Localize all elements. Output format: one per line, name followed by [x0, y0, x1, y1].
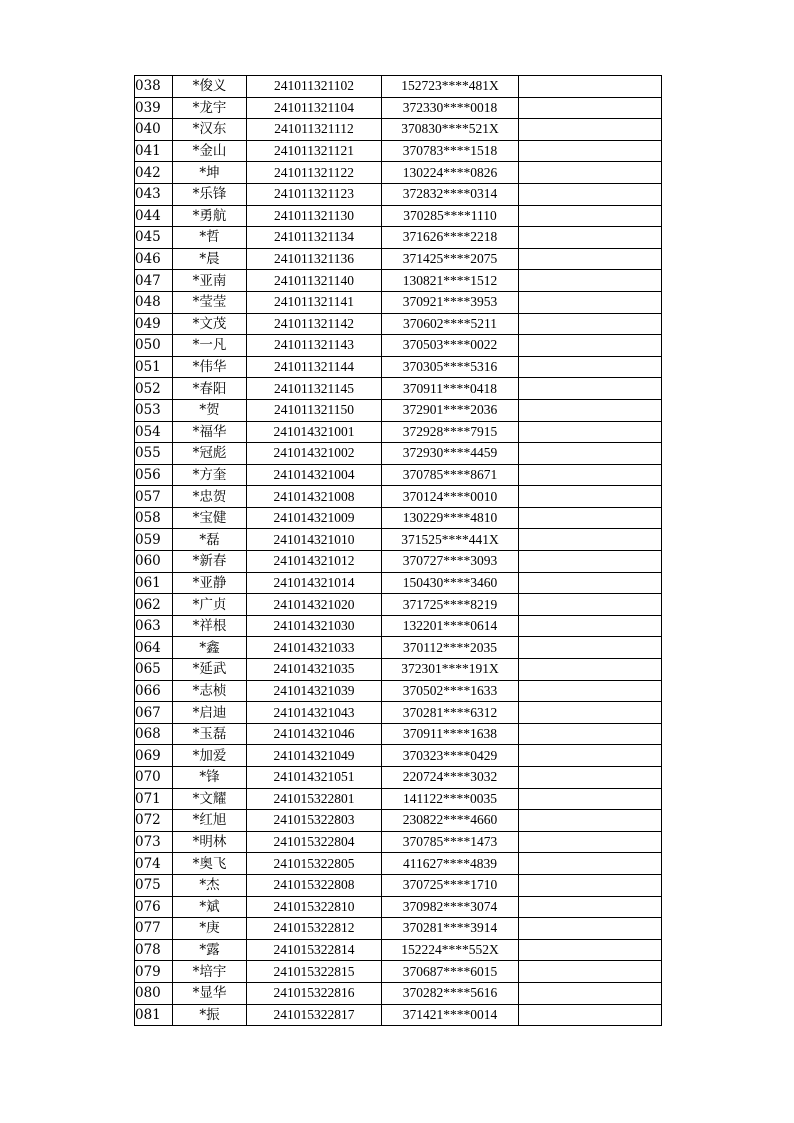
- note-cell: [519, 551, 662, 573]
- student-id-cell: 241011321123: [247, 183, 382, 205]
- table-row: [135, 637, 662, 659]
- table-row: [135, 767, 662, 789]
- name-cell: *俊义: [173, 76, 247, 98]
- table-row: [135, 1004, 662, 1026]
- student-id-cell: 241014321039: [247, 680, 382, 702]
- table-row: [135, 378, 662, 400]
- row-number-cell: 064: [135, 637, 173, 659]
- row-number-cell: 050: [135, 335, 173, 357]
- note-cell: [519, 443, 662, 465]
- student-id-cell: 241014321010: [247, 529, 382, 551]
- table-row: [135, 248, 662, 270]
- row-number-cell: 053: [135, 399, 173, 421]
- name-cell: *杰: [173, 874, 247, 896]
- table-row: [135, 443, 662, 465]
- id-number-cell: 372928****7915: [382, 421, 519, 443]
- id-number-cell: 370282****5616: [382, 982, 519, 1004]
- table-row: [135, 939, 662, 961]
- name-cell: *鑫: [173, 637, 247, 659]
- id-number-cell: 372330****0018: [382, 97, 519, 119]
- id-number-cell: 372930****4459: [382, 443, 519, 465]
- row-number-cell: 079: [135, 961, 173, 983]
- table-row: [135, 702, 662, 724]
- note-cell: [519, 335, 662, 357]
- name-cell: *冠彪: [173, 443, 247, 465]
- id-number-cell: 370982****3074: [382, 896, 519, 918]
- student-id-cell: 241015322816: [247, 982, 382, 1004]
- student-id-cell: 241014321020: [247, 594, 382, 616]
- name-cell: *明林: [173, 831, 247, 853]
- note-cell: [519, 421, 662, 443]
- name-cell: *亚南: [173, 270, 247, 292]
- student-id-cell: 241015322814: [247, 939, 382, 961]
- id-number-cell: 372301****191X: [382, 659, 519, 681]
- id-number-cell: 370785****8671: [382, 464, 519, 486]
- row-number-cell: 054: [135, 421, 173, 443]
- table-row: [135, 486, 662, 508]
- name-cell: *宝健: [173, 507, 247, 529]
- name-cell: *福华: [173, 421, 247, 443]
- note-cell: [519, 76, 662, 98]
- id-number-cell: 370783****1518: [382, 140, 519, 162]
- id-number-cell: 370503****0022: [382, 335, 519, 357]
- student-id-cell: 241015322801: [247, 788, 382, 810]
- student-id-cell: 241011321145: [247, 378, 382, 400]
- row-number-cell: 048: [135, 291, 173, 313]
- student-id-cell: 241011321140: [247, 270, 382, 292]
- name-cell: *伟华: [173, 356, 247, 378]
- note-cell: [519, 378, 662, 400]
- id-number-cell: 370502****1633: [382, 680, 519, 702]
- name-cell: *奥飞: [173, 853, 247, 875]
- name-cell: *振: [173, 1004, 247, 1026]
- note-cell: [519, 356, 662, 378]
- name-cell: *莹莹: [173, 291, 247, 313]
- note-cell: [519, 810, 662, 832]
- row-number-cell: 044: [135, 205, 173, 227]
- table-row: [135, 270, 662, 292]
- row-number-cell: 056: [135, 464, 173, 486]
- note-cell: [519, 702, 662, 724]
- note-cell: [519, 162, 662, 184]
- id-number-cell: 370281****3914: [382, 918, 519, 940]
- name-cell: *露: [173, 939, 247, 961]
- row-number-cell: 078: [135, 939, 173, 961]
- student-id-cell: 241014321030: [247, 615, 382, 637]
- note-cell: [519, 637, 662, 659]
- note-cell: [519, 1004, 662, 1026]
- row-number-cell: 038: [135, 76, 173, 98]
- row-number-cell: 058: [135, 507, 173, 529]
- name-cell: *显华: [173, 982, 247, 1004]
- row-number-cell: 074: [135, 853, 173, 875]
- table-row: [135, 421, 662, 443]
- student-id-cell: 241014321008: [247, 486, 382, 508]
- table-row: [135, 140, 662, 162]
- row-number-cell: 049: [135, 313, 173, 335]
- name-cell: *汉东: [173, 119, 247, 141]
- note-cell: [519, 248, 662, 270]
- student-id-cell: 241014321002: [247, 443, 382, 465]
- student-id-cell: 241011321136: [247, 248, 382, 270]
- table-row: [135, 788, 662, 810]
- id-number-cell: 370911****1638: [382, 723, 519, 745]
- id-number-cell: 150430****3460: [382, 572, 519, 594]
- note-cell: [519, 680, 662, 702]
- id-number-cell: 370921****3953: [382, 291, 519, 313]
- student-id-cell: 241015322810: [247, 896, 382, 918]
- table-row: [135, 874, 662, 896]
- id-number-cell: 152723****481X: [382, 76, 519, 98]
- row-number-cell: 077: [135, 918, 173, 940]
- table-row: [135, 464, 662, 486]
- row-number-cell: 060: [135, 551, 173, 573]
- table-row: [135, 313, 662, 335]
- note-cell: [519, 918, 662, 940]
- row-number-cell: 067: [135, 702, 173, 724]
- note-cell: [519, 529, 662, 551]
- table-row: [135, 507, 662, 529]
- student-id-cell: 241011321142: [247, 313, 382, 335]
- note-cell: [519, 399, 662, 421]
- id-number-cell: 370725****1710: [382, 874, 519, 896]
- id-number-cell: 132201****0614: [382, 615, 519, 637]
- name-cell: *坤: [173, 162, 247, 184]
- name-cell: *延武: [173, 659, 247, 681]
- note-cell: [519, 313, 662, 335]
- id-number-cell: 370911****0418: [382, 378, 519, 400]
- table-row: [135, 119, 662, 141]
- id-number-cell: 220724****3032: [382, 767, 519, 789]
- student-id-cell: 241011321102: [247, 76, 382, 98]
- note-cell: [519, 594, 662, 616]
- note-cell: [519, 140, 662, 162]
- student-id-cell: 241014321014: [247, 572, 382, 594]
- student-id-cell: 241011321134: [247, 227, 382, 249]
- note-cell: [519, 183, 662, 205]
- table-row: [135, 335, 662, 357]
- name-cell: *红旭: [173, 810, 247, 832]
- student-id-cell: 241014321046: [247, 723, 382, 745]
- id-number-cell: 370727****3093: [382, 551, 519, 573]
- row-number-cell: 065: [135, 659, 173, 681]
- student-id-cell: 241015322812: [247, 918, 382, 940]
- id-number-cell: 411627****4839: [382, 853, 519, 875]
- id-number-cell: 152224****552X: [382, 939, 519, 961]
- id-number-cell: 130821****1512: [382, 270, 519, 292]
- id-number-cell: 371725****8219: [382, 594, 519, 616]
- note-cell: [519, 205, 662, 227]
- row-number-cell: 046: [135, 248, 173, 270]
- note-cell: [519, 507, 662, 529]
- id-number-cell: 372901****2036: [382, 399, 519, 421]
- note-cell: [519, 745, 662, 767]
- id-number-cell: 370124****0010: [382, 486, 519, 508]
- roster-table-body: [135, 76, 662, 1026]
- table-row: [135, 982, 662, 1004]
- table-row: [135, 551, 662, 573]
- id-number-cell: 370305****5316: [382, 356, 519, 378]
- row-number-cell: 041: [135, 140, 173, 162]
- student-id-cell: 241015322805: [247, 853, 382, 875]
- name-cell: *亚静: [173, 572, 247, 594]
- note-cell: [519, 97, 662, 119]
- table-row: [135, 572, 662, 594]
- name-cell: *启迪: [173, 702, 247, 724]
- id-number-cell: 130229****4810: [382, 507, 519, 529]
- table-row: [135, 723, 662, 745]
- row-number-cell: 068: [135, 723, 173, 745]
- row-number-cell: 047: [135, 270, 173, 292]
- row-number-cell: 059: [135, 529, 173, 551]
- table-row: [135, 76, 662, 98]
- student-id-cell: 241014321051: [247, 767, 382, 789]
- note-cell: [519, 486, 662, 508]
- note-cell: [519, 874, 662, 896]
- table-row: [135, 961, 662, 983]
- note-cell: [519, 896, 662, 918]
- table-row: [135, 918, 662, 940]
- note-cell: [519, 270, 662, 292]
- id-number-cell: 371626****2218: [382, 227, 519, 249]
- id-number-cell: 372832****0314: [382, 183, 519, 205]
- name-cell: *斌: [173, 896, 247, 918]
- row-number-cell: 073: [135, 831, 173, 853]
- student-id-cell: 241011321104: [247, 97, 382, 119]
- id-number-cell: 370281****6312: [382, 702, 519, 724]
- table-row: [135, 594, 662, 616]
- note-cell: [519, 227, 662, 249]
- id-number-cell: 371421****0014: [382, 1004, 519, 1026]
- row-number-cell: 052: [135, 378, 173, 400]
- id-number-cell: 370785****1473: [382, 831, 519, 853]
- table-row: [135, 291, 662, 313]
- row-number-cell: 045: [135, 227, 173, 249]
- table-row: [135, 183, 662, 205]
- id-number-cell: 371525****441X: [382, 529, 519, 551]
- table-row: [135, 399, 662, 421]
- student-id-cell: 241014321012: [247, 551, 382, 573]
- row-number-cell: 055: [135, 443, 173, 465]
- name-cell: *方奎: [173, 464, 247, 486]
- table-row: [135, 227, 662, 249]
- row-number-cell: 080: [135, 982, 173, 1004]
- table-row: [135, 205, 662, 227]
- note-cell: [519, 291, 662, 313]
- name-cell: *培宇: [173, 961, 247, 983]
- id-number-cell: 141122****0035: [382, 788, 519, 810]
- row-number-cell: 062: [135, 594, 173, 616]
- name-cell: *磊: [173, 529, 247, 551]
- student-id-cell: 241015322803: [247, 810, 382, 832]
- name-cell: *志桢: [173, 680, 247, 702]
- name-cell: *晨: [173, 248, 247, 270]
- note-cell: [519, 464, 662, 486]
- student-id-cell: 241011321143: [247, 335, 382, 357]
- name-cell: *哲: [173, 227, 247, 249]
- table-row: [135, 853, 662, 875]
- row-number-cell: 069: [135, 745, 173, 767]
- note-cell: [519, 831, 662, 853]
- note-cell: [519, 939, 662, 961]
- table-row: [135, 529, 662, 551]
- row-number-cell: 057: [135, 486, 173, 508]
- student-id-cell: 241011321144: [247, 356, 382, 378]
- student-id-cell: 241014321004: [247, 464, 382, 486]
- id-number-cell: 370285****1110: [382, 205, 519, 227]
- row-number-cell: 075: [135, 874, 173, 896]
- row-number-cell: 051: [135, 356, 173, 378]
- table-row: [135, 659, 662, 681]
- student-id-cell: 241014321049: [247, 745, 382, 767]
- note-cell: [519, 853, 662, 875]
- name-cell: *龙宇: [173, 97, 247, 119]
- note-cell: [519, 982, 662, 1004]
- name-cell: *文茂: [173, 313, 247, 335]
- note-cell: [519, 723, 662, 745]
- row-number-cell: 070: [135, 767, 173, 789]
- student-id-cell: 241015322808: [247, 874, 382, 896]
- note-cell: [519, 767, 662, 789]
- table-row: [135, 745, 662, 767]
- student-id-cell: 241015322815: [247, 961, 382, 983]
- row-number-cell: 071: [135, 788, 173, 810]
- note-cell: [519, 119, 662, 141]
- name-cell: *玉磊: [173, 723, 247, 745]
- row-number-cell: 043: [135, 183, 173, 205]
- row-number-cell: 061: [135, 572, 173, 594]
- table-row: [135, 615, 662, 637]
- student-id-cell: 241015322817: [247, 1004, 382, 1026]
- table-row: [135, 831, 662, 853]
- row-number-cell: 042: [135, 162, 173, 184]
- row-number-cell: 040: [135, 119, 173, 141]
- row-number-cell: 039: [135, 97, 173, 119]
- student-id-cell: 241011321122: [247, 162, 382, 184]
- student-id-cell: 241015322804: [247, 831, 382, 853]
- name-cell: *庚: [173, 918, 247, 940]
- row-number-cell: 081: [135, 1004, 173, 1026]
- student-id-cell: 241011321150: [247, 399, 382, 421]
- note-cell: [519, 659, 662, 681]
- table-row: [135, 162, 662, 184]
- table-row: [135, 356, 662, 378]
- roster-table: [134, 75, 662, 1026]
- row-number-cell: 063: [135, 615, 173, 637]
- id-number-cell: 230822****4660: [382, 810, 519, 832]
- table-row: [135, 97, 662, 119]
- name-cell: *金山: [173, 140, 247, 162]
- id-number-cell: 130224****0826: [382, 162, 519, 184]
- table-row: [135, 896, 662, 918]
- student-id-cell: 241014321001: [247, 421, 382, 443]
- id-number-cell: 370323****0429: [382, 745, 519, 767]
- table-row: [135, 810, 662, 832]
- name-cell: *广贞: [173, 594, 247, 616]
- student-id-cell: 241011321141: [247, 291, 382, 313]
- student-id-cell: 241014321035: [247, 659, 382, 681]
- name-cell: *忠贺: [173, 486, 247, 508]
- row-number-cell: 072: [135, 810, 173, 832]
- student-id-cell: 241014321009: [247, 507, 382, 529]
- student-id-cell: 241014321033: [247, 637, 382, 659]
- row-number-cell: 066: [135, 680, 173, 702]
- student-id-cell: 241011321112: [247, 119, 382, 141]
- id-number-cell: 370112****2035: [382, 637, 519, 659]
- name-cell: *乐锋: [173, 183, 247, 205]
- name-cell: *文耀: [173, 788, 247, 810]
- id-number-cell: 370687****6015: [382, 961, 519, 983]
- name-cell: *新春: [173, 551, 247, 573]
- id-number-cell: 370830****521X: [382, 119, 519, 141]
- note-cell: [519, 615, 662, 637]
- student-id-cell: 241011321130: [247, 205, 382, 227]
- row-number-cell: 076: [135, 896, 173, 918]
- id-number-cell: 371425****2075: [382, 248, 519, 270]
- name-cell: *加爱: [173, 745, 247, 767]
- student-id-cell: 241014321043: [247, 702, 382, 724]
- name-cell: *一凡: [173, 335, 247, 357]
- name-cell: *勇航: [173, 205, 247, 227]
- student-id-cell: 241011321121: [247, 140, 382, 162]
- name-cell: *祥根: [173, 615, 247, 637]
- table-row: [135, 680, 662, 702]
- id-number-cell: 370602****5211: [382, 313, 519, 335]
- note-cell: [519, 788, 662, 810]
- note-cell: [519, 961, 662, 983]
- note-cell: [519, 572, 662, 594]
- name-cell: *锋: [173, 767, 247, 789]
- name-cell: *贺: [173, 399, 247, 421]
- name-cell: *春阳: [173, 378, 247, 400]
